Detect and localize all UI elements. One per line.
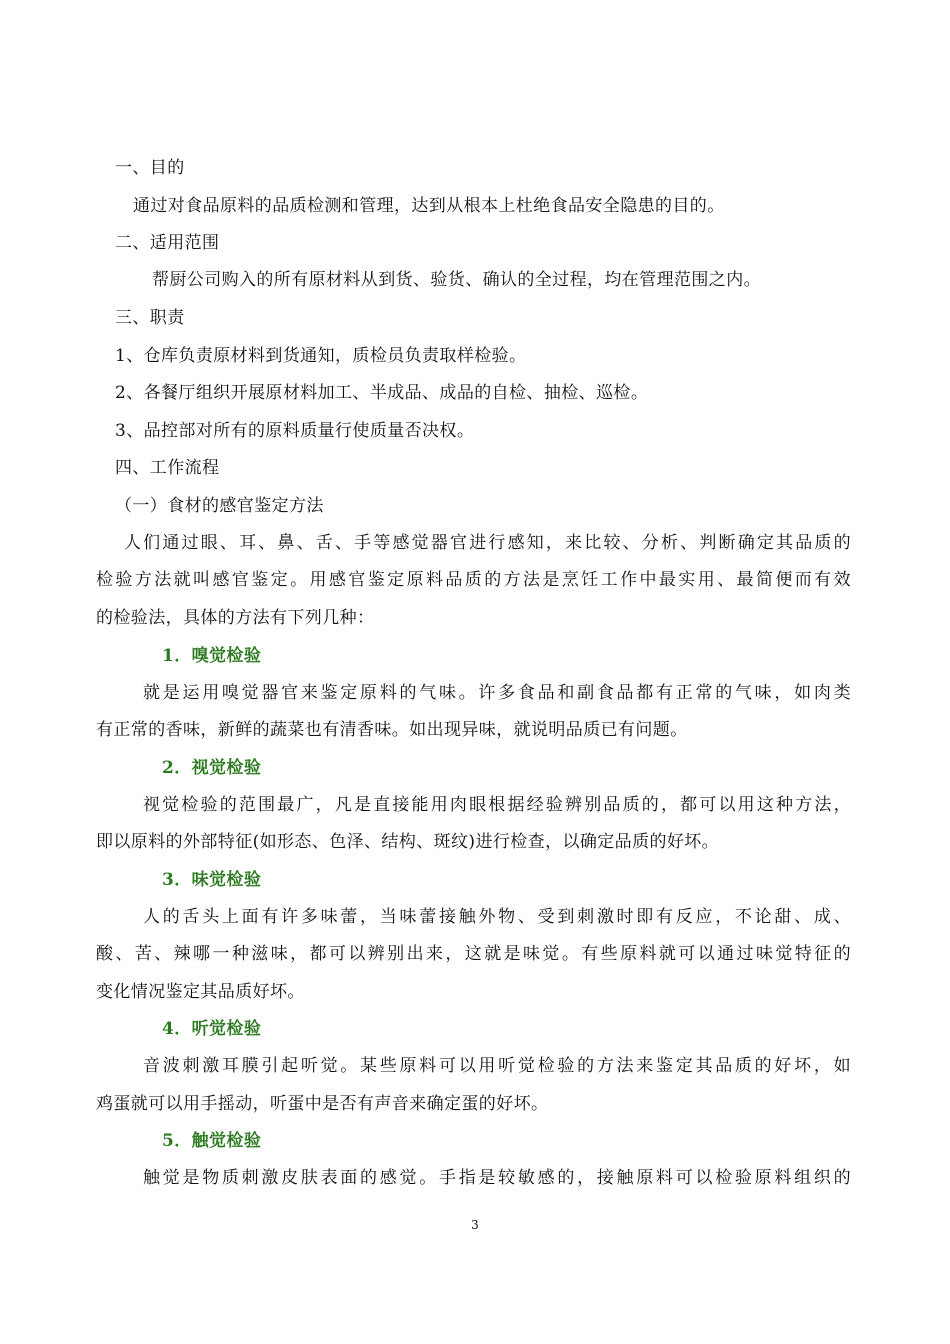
paragraph-line: 即以原料的外部特征(如形态、色泽、结构、斑纹)进行检查，以确定品质的好坏。 [96, 832, 720, 852]
paragraph-line: 鸡蛋就可以用手摇动，听蛋中是否有声音来确定蛋的好坏。 [96, 1094, 549, 1114]
method-heading: 5．触觉检验 [162, 1131, 262, 1151]
list-item: 1、仓库负责原材料到货通知，质检员负责取样检验。 [115, 346, 527, 366]
section-heading: 三、职责 [115, 308, 185, 328]
method-heading: 3．味觉检验 [162, 870, 262, 890]
paragraph-line: 的检验法，具体的方法有下列几种： [96, 608, 375, 628]
section-heading: 一、目的 [115, 158, 185, 178]
paragraph-line: 视觉检验的范围最广，凡是直接能用肉眼根据经验辨别品质的，都可以用这种方法， [143, 795, 851, 815]
list-item: 2、各餐厅组织开展原材料加工、半成品、成品的自检、抽检、巡检。 [115, 383, 649, 403]
page-number: 3 [471, 1218, 479, 1232]
paragraph-line: 检验方法就叫感官鉴定。用感官鉴定原料品质的方法是烹饪工作中最实用、最简便而有效 [96, 570, 851, 590]
paragraph-line: 帮厨公司购入的所有原材料从到货、验货、确认的全过程，均在管理范围之内。 [152, 270, 761, 290]
method-heading: 4．听觉检验 [162, 1019, 262, 1039]
section-heading: 四、工作流程 [115, 458, 220, 478]
method-heading: 1．嗅觉检验 [162, 646, 262, 666]
section-heading: 二、适用范围 [115, 233, 220, 253]
subsection-heading: （一）食材的感官鉴定方法 [115, 496, 324, 516]
paragraph-line: 有正常的香味，新鲜的蔬菜也有清香味。如出现异味，就说明品质已有问题。 [96, 720, 688, 740]
method-heading: 2．视觉检验 [162, 758, 262, 778]
paragraph-line: 就是运用嗅觉器官来鉴定原料的气味。许多食品和副食品都有正常的气味，如肉类 [143, 683, 851, 703]
paragraph-line: 通过对食品原料的品质检测和管理，达到从根本上杜绝食品安全隐患的目的。 [133, 196, 725, 216]
paragraph-line: 变化情况鉴定其品质好坏。 [96, 982, 305, 1002]
paragraph-line: 人们通过眼、耳、鼻、舌、手等感觉器官进行感知，来比较、分析、判断确定其品质的 [124, 533, 851, 553]
paragraph-line: 音波刺激耳膜引起听觉。某些原料可以用听觉检验的方法来鉴定其品质的好坏，如 [143, 1056, 851, 1076]
list-item: 3、品控部对所有的原料质量行使质量否决权。 [115, 421, 475, 441]
paragraph-line: 触觉是物质刺激皮肤表面的感觉。手指是较敏感的，接触原料可以检验原料组织的 [143, 1168, 851, 1188]
paragraph-line: 人的舌头上面有许多味蕾，当味蕾接触外物、受到刺激时即有反应，不论甜、成、 [143, 907, 851, 927]
paragraph-line: 酸、苦、辣哪一种滋味，都可以辨别出来，这就是味觉。有些原料就可以通过味觉特征的 [96, 944, 851, 964]
